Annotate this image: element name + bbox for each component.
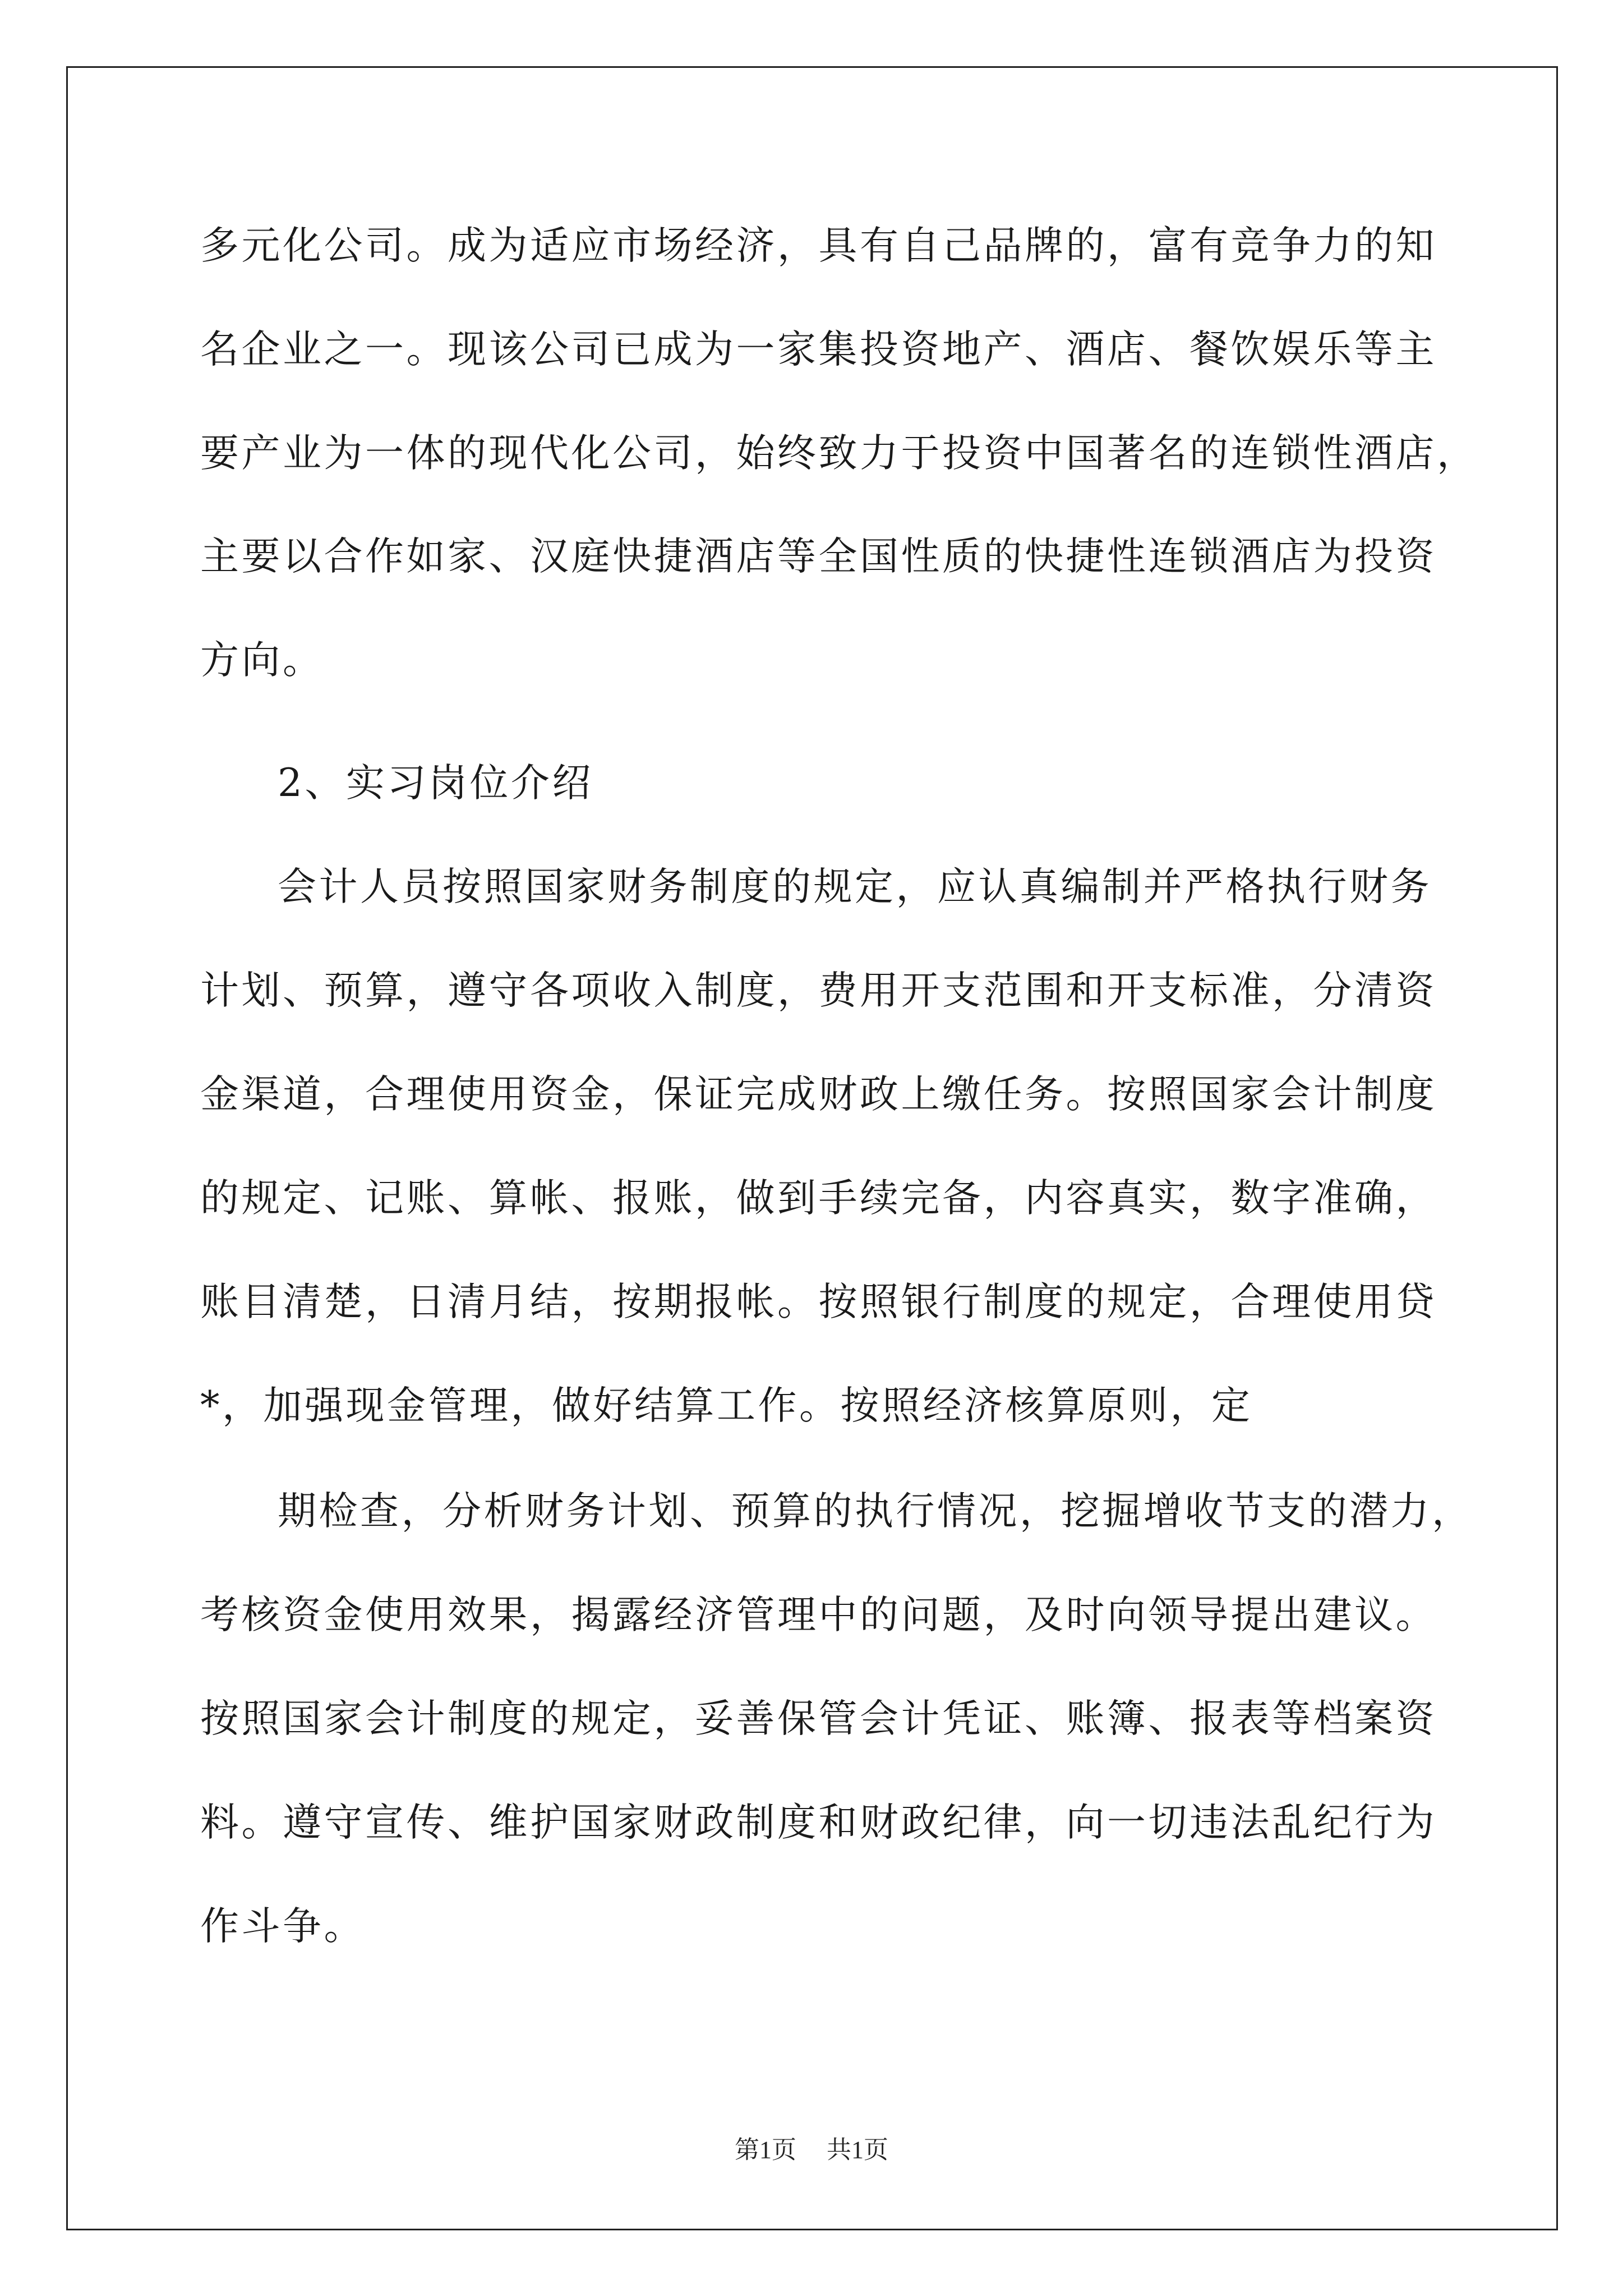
page-footer (0, 2134, 1623, 2166)
page-total: 共1页 (827, 2136, 888, 2164)
paragraph-line: *，加强现金管理，做好结算工作。按照经济核算原则，定 (200, 1383, 1253, 1428)
paragraph-line: 账目清楚，日清月结，按期报帐。按照银行制度的规定，合理使用贷 (200, 1280, 1437, 1324)
paragraph-line: 期检查，分析财务计划、预算的执行情况，挖掘增收节支的潜力， (278, 1489, 1473, 1534)
paragraph-line: 要产业为一体的现代化公司，始终致力于投资中国著名的连锁性酒店， (200, 431, 1478, 476)
paragraph-line: 金渠道，合理使用资金，保证完成财政上缴任务。按照国家会计制度 (200, 1072, 1437, 1117)
paragraph-line: 方向。 (200, 638, 324, 683)
section-heading: 2、实习岗位介绍 (278, 761, 593, 806)
paragraph-line: 名企业之一。现该公司已成为一家集投资地产、酒店、餐饮娱乐等主 (200, 327, 1437, 372)
paragraph-line: 料。遵守宣传、维护国家财政制度和财政纪律，向一切违法乱纪行为 (200, 1800, 1437, 1845)
paragraph-line: 计划、预算，遵守各项收入制度，费用开支范围和开支标准，分清资 (200, 968, 1437, 1013)
paragraph-line: 考核资金使用效果，揭露经济管理中的问题，及时向领导提出建议。 (200, 1593, 1437, 1637)
paragraph-line: 主要以合作如家、汉庭快捷酒店等全国性质的快捷性连锁酒店为投资 (200, 534, 1437, 579)
paragraph-line: 会计人员按照国家财务制度的规定，应认真编制并严格执行财务 (278, 864, 1432, 909)
paragraph-line: 的规定、记账、算帐、报账，做到手续完备，内容真实，数字准确， (200, 1176, 1437, 1221)
paragraph-line: 多元化公司。成为适应市场经济，具有自己品牌的，富有竞争力的知 (200, 223, 1437, 268)
page-number: 第1页 (735, 2136, 796, 2164)
paragraph-line: 作斗争。 (200, 1904, 365, 1949)
paragraph-line: 按照国家会计制度的规定，妥善保管会计凭证、账簿、报表等档案资 (200, 1696, 1437, 1741)
